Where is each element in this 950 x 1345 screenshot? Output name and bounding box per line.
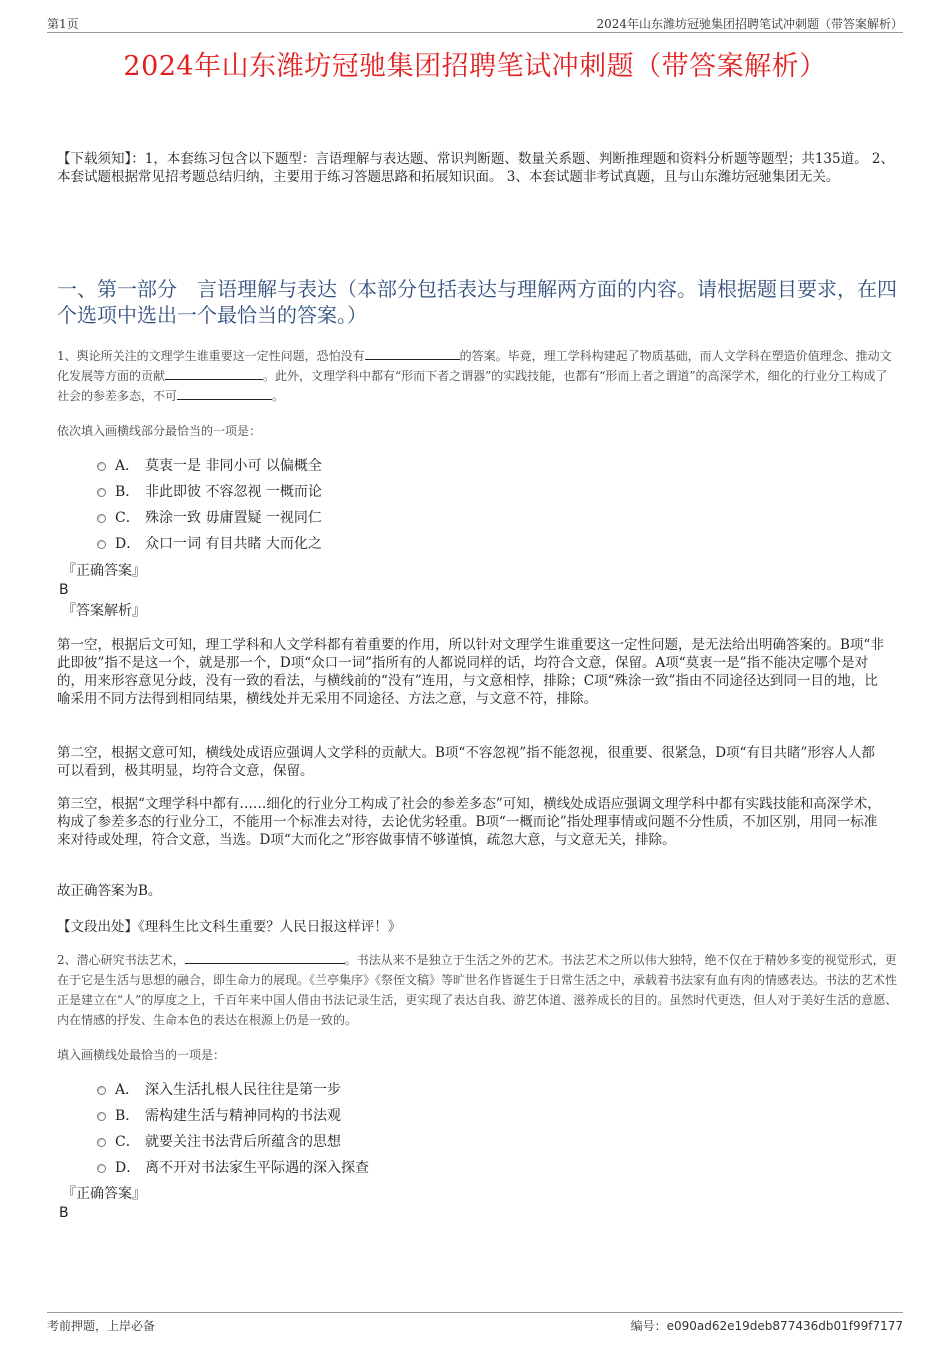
- fill-blank-1: [365, 346, 460, 360]
- radio-icon[interactable]: [97, 1138, 106, 1147]
- option-a[interactable]: A． 深入生活扎根人民往往是第一步: [97, 1077, 369, 1103]
- question-2-lead: 填入画横线处最恰当的一项是：: [57, 1048, 226, 1062]
- question-2-stem: [57, 950, 899, 1030]
- correct-answer-value: B: [59, 1205, 69, 1221]
- passage-source: 【文段出处】《理科生比文科生重要？人民日报这样评！》: [57, 919, 402, 935]
- radio-icon[interactable]: [97, 462, 106, 471]
- option-a[interactable]: A． 莫衷一是 非同小可 以偏概全: [97, 453, 322, 479]
- document-title: 2024年山东潍坊冠驰集团招聘笔试冲刺题（带答案解析）: [123, 51, 827, 82]
- radio-icon[interactable]: [97, 1112, 106, 1121]
- question-1-text-4: 。: [272, 389, 285, 403]
- correct-answer-label: 『正确答案』: [62, 1186, 146, 1202]
- option-d[interactable]: D． 离不开对书法家生平际遇的深入探查: [97, 1155, 369, 1181]
- radio-icon[interactable]: [97, 540, 106, 549]
- fill-blank-2: [165, 366, 263, 380]
- section-heading: 一、第一部分 言语理解与表达（本部分包括表达与理解两方面的内容。请根据题目要求，在四个选项中选出一个最恰当的答案。）: [57, 277, 897, 327]
- question-1-text-1: 1、舆论所关注的文理学生谁重要这一定性问题，恐怕没有: [57, 349, 365, 363]
- fill-blank-3: [177, 386, 272, 400]
- question-2-text-1: 2、潜心研究书法艺术，: [57, 953, 185, 967]
- correct-answer-label: 『正确答案』: [62, 563, 146, 579]
- question-1-text-3: 。此外，文理学科中都有“形而下者之谓器”的实践技能，也都有“形而上者之谓道”的高深学术，细化的行业分工构成了社会的参差多态，不可: [57, 369, 888, 403]
- footer-slogan: 考前押题，上岸必备: [47, 1319, 156, 1333]
- option-c[interactable]: C． 殊涂一致 毋庸置疑 一视同仁: [97, 505, 322, 531]
- page-header: [47, 14, 903, 33]
- analysis-para-2: 第二空，根据文意可知，横线处成语应强调人文学科的贡献大。B项“不容忽视”指不能忽视，很重要、很紧急，D项“有目共睹”形容人人都可以看到，极其明显，均符合文意，保留。: [57, 745, 875, 779]
- question-1-stem: [57, 346, 899, 406]
- question-1-options: [97, 453, 322, 557]
- question-1-text-2: 的答案。毕竟，理工学科构建起了物质基础，而人文学科在塑造价值理念、推动文化发展等方面的贡献: [57, 349, 892, 383]
- option-b[interactable]: B． 需构建生活与精神同构的书法观: [97, 1103, 369, 1129]
- header-doc-title: 2024年山东潍坊冠驰集团招聘笔试冲刺题（带答案解析）: [596, 17, 903, 31]
- radio-icon[interactable]: [97, 1164, 106, 1173]
- analysis-para-1: 第一空，根据后文可知，理工学科和人文学科都有着重要的作用，所以针对文理学生谁重要这一定性问题，是无法给出明确答案的。B项“非此即彼”指不是这一个，就是那一个，D项“众口一词”指所有的人都说同样的话，均符合文意，保留。A项“莫衷一是”指不能决定哪个是对的，用来形容意见分歧，没有一致的看法，与横线前的“没有”连用，与文意相悖，排除；C项“殊涂一致”指由不同途径达到同一目的地，比喻采用不同方法得到相同结果，横线处并无采用不同途径、方法之意，与文意不符，排除。: [57, 637, 884, 707]
- question-2-text-2: 。书法从来不是独立于生活之外的艺术。书法艺术之所以伟大独特，绝不仅在于精妙多变的视觉形式，更在于它是生活与思想的融合，即生命力的展现。《兰亭集序》《祭侄文稿》等旷世名作皆诞生于日常生活之中，承载着书法家有血有肉的情感表达。书法的艺术性正是建立在“人”的厚度之上，千百年来中国人借由书法记录生活，更实现了表达自我、游艺体道、滋养成长的目的。虽然时代更迭，但人对于美好生活的意愿、内在情感的抒发、生命本色的表达在根源上仍是一致的。: [57, 953, 898, 1027]
- analysis-para-3: 第三空，根据“文理学科中都有……细化的行业分工构成了社会的参差多态”可知，横线处成语应强调文理学科中都有实践技能和高深学术，构成了参差多态的行业分工，不能用一个标准去对待，去论优劣轻重。B项“一概而论”指处理事情或问题不分性质，不加区别，用同一标准来对待或处理，符合文意，当选。D项“大而化之”形容做事情不够谨慎，疏忽大意，与文意无关，排除。: [57, 796, 881, 848]
- fill-blank-4: [185, 950, 345, 964]
- option-b[interactable]: B． 非此即彼 不容忽视 一概而论: [97, 479, 322, 505]
- document-code: 编号：e090ad62e19deb877436db01f99f7177: [630, 1319, 903, 1333]
- download-notice: 【下载须知】：1，本套练习包含以下题型：言语理解与表达题、常识判断题、数量关系题、判断推理题和资料分析题等题型；共135道。 2、本套试题根据常见招考题总结归纳，主要用于练习答题思路和拓展知识面。 3、本套试题非考试真题，且与山东潍坊冠驰集团无关。: [57, 151, 894, 185]
- radio-icon[interactable]: [97, 1086, 106, 1095]
- question-2-options: [97, 1077, 369, 1181]
- analysis-conclusion: 故正确答案为B。: [57, 883, 162, 899]
- radio-icon[interactable]: [97, 488, 106, 497]
- question-1-lead: 依次填入画横线部分最恰当的一项是：: [57, 424, 262, 438]
- page-footer: [47, 1312, 903, 1333]
- option-c[interactable]: C． 就要关注书法背后所蕴含的思想: [97, 1129, 369, 1155]
- page-number: 第1页: [47, 17, 79, 31]
- correct-answer-value: B: [59, 582, 69, 598]
- analysis-label: 『答案解析』: [62, 603, 146, 619]
- radio-icon[interactable]: [97, 514, 106, 523]
- option-d[interactable]: D． 众口一词 有目共睹 大而化之: [97, 531, 322, 557]
